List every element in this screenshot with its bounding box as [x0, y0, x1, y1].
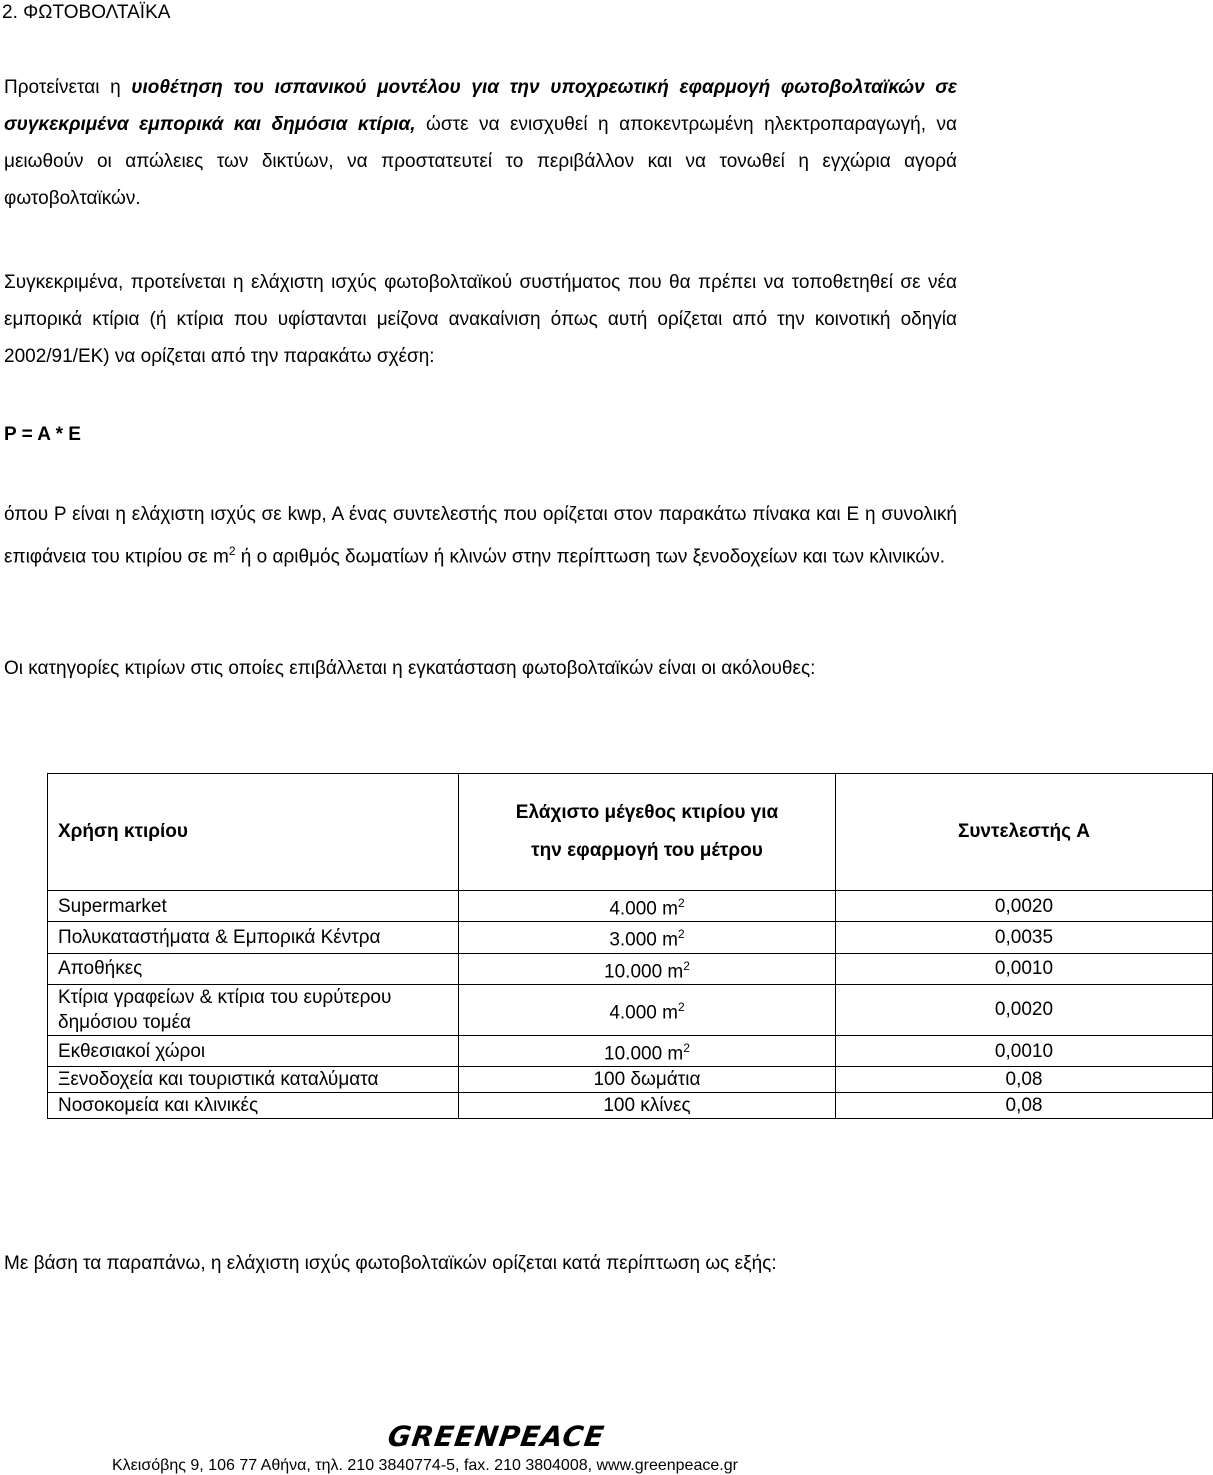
cell-minimum-size — [459, 1067, 836, 1093]
cell-minimum-size — [459, 953, 836, 984]
building-categories-table — [47, 773, 1213, 1119]
size-superscript: 2 — [677, 999, 685, 1014]
superscript-2: 2 — [228, 544, 236, 558]
closing-paragraph: Με βάση τα παραπάνω, η ελάχιστη ισχύς φωτοβολταϊκών ορίζεται κατά περίπτωση ως εξής: — [4, 1253, 777, 1274]
size-superscript: 2 — [683, 958, 690, 973]
definitions-before: όπου P είναι η ελάχιστη ισχύς σε kwp, A ένας συντελεστής που ορίζεται στον παρακάτω πίνακα και E η συνολική επιφάνεια του κτιρίου σε m — [4, 504, 957, 568]
cell-minimum-size — [459, 1093, 836, 1119]
cell-minimum-size — [459, 984, 836, 1035]
cell-building-use: Πολυκαταστήματα & Εμπορικά Κέντρα — [48, 922, 459, 953]
cell-coefficient: 0,08 — [835, 1067, 1212, 1093]
intro-bold-proposal: υιοθέτηση του ισπανικού μοντέλου για την υποχρεωτική εφαρμογή φωτοβολταϊκών σε συγκεκριμένα εμπορικά και δημόσια κτίρια, — [4, 77, 958, 135]
definitions-after: ή ο αριθμός δωματίων ή κλινών στην περίπτωση των ξενοδοχείων και των κλινικών. — [235, 546, 946, 568]
header-coefficient: Συντελεστής A — [835, 774, 1212, 891]
table-row — [48, 1093, 1213, 1119]
section-title: 2. ΦΩΤΟΒΟΛΤΑΪΚΑ — [2, 2, 171, 23]
footer-contact: Κλεισόβης 9, 106 77 Αθήνα, τηλ. 210 3840774-5, fax. 210 3804008, www.greenpeace.gr — [112, 1457, 738, 1474]
header-minimum-size: Ελάχιστο μέγεθος κτιρίου για την εφαρμογή του μέτρου — [459, 774, 836, 891]
size-value: 100 κλίνες — [603, 1095, 691, 1117]
size-value: 10.000 m — [604, 1043, 684, 1065]
size-value: 10.000 m — [604, 960, 684, 982]
header-building-use: Χρήση κτιρίου — [48, 774, 459, 891]
cell-minimum-size — [459, 1035, 836, 1066]
size-value: 100 δωμάτια — [593, 1069, 701, 1091]
cell-coefficient: 0,0010 — [835, 953, 1212, 984]
categories-intro-paragraph: Οι κατηγορίες κτιρίων στις οποίες επιβάλλεται η εγκατάσταση φωτοβολταϊκών είναι οι ακόλουθες: — [4, 658, 816, 679]
size-value: 4.000 m — [609, 1002, 678, 1024]
cell-building-use: Νοσοκομεία και κλινικές — [48, 1093, 459, 1119]
cell-building-use: Εκθεσιακοί χώροι — [48, 1035, 459, 1066]
intro-paragraph — [4, 69, 957, 217]
cell-building-use: Κτίρια γραφείων & κτίρια του ευρύτερου δημόσιου τομέα — [48, 984, 459, 1035]
size-value: 3.000 m — [609, 929, 678, 951]
cell-coefficient: 0,08 — [835, 1093, 1212, 1119]
intro-lead: Προτείνεται η — [4, 77, 132, 98]
table-row — [48, 984, 1213, 1035]
cell-minimum-size — [459, 891, 836, 922]
cell-building-use: Supermarket — [48, 891, 459, 922]
table-row — [48, 1035, 1213, 1066]
table-row — [48, 891, 1213, 922]
greenpeace-logo: GREENPEACE — [385, 1420, 607, 1453]
size-superscript: 2 — [677, 896, 685, 910]
size-superscript: 2 — [677, 927, 685, 942]
specification-paragraph: Συγκεκριμένα, προτείνεται η ελάχιστη ισχύς φωτοβολταϊκού συστήματος που θα πρέπει να τοποθετηθεί σε νέα εμπορικά κτίρια (ή κτίρια που υφίστανται μείζονα ανακαίνιση όπως αυτή ορίζεται από την κοινοτική οδηγία 2002/91/ΕΚ) να ορίζεται από την παρακάτω σχέση: — [4, 272, 957, 367]
cell-building-use: Ξενοδοχεία και τουριστικά καταλύματα — [48, 1067, 459, 1093]
table-row — [48, 922, 1213, 953]
table-header-row — [48, 774, 1213, 891]
size-value: 4.000 m — [609, 898, 678, 920]
cell-coefficient: 0,0010 — [835, 1035, 1212, 1066]
size-superscript: 2 — [683, 1040, 690, 1055]
cell-minimum-size — [459, 922, 836, 953]
table-row — [48, 953, 1213, 984]
definitions-paragraph — [4, 496, 957, 575]
table-row — [48, 1067, 1213, 1093]
formula: P = A * E — [4, 424, 81, 445]
cell-coefficient: 0,0035 — [835, 922, 1212, 953]
cell-coefficient: 0,0020 — [835, 984, 1212, 1035]
cell-building-use: Αποθήκες — [48, 953, 459, 984]
intro-rest: ώστε να ενισχυθεί η αποκεντρωμένη ηλεκτροπαραγωγή, να μειωθούν οι απώλειες των δικτύων, να προστατευτεί το περιβάλλον και να τονωθεί η εγχώρια αγορά φωτοβολταϊκών. — [4, 114, 957, 209]
cell-coefficient: 0,0020 — [835, 891, 1212, 922]
